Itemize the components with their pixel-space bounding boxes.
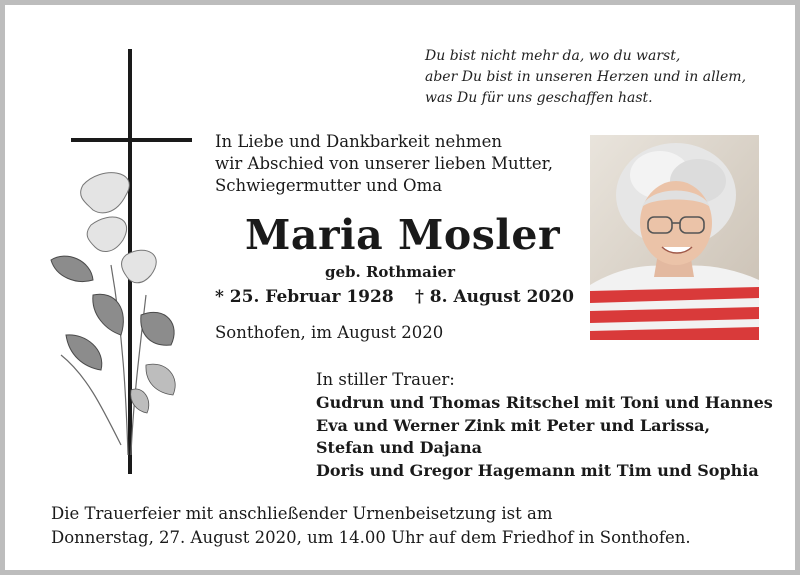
place-date: Sonthofen, im August 2020 xyxy=(215,323,444,342)
birth-name: geb. Rothmaier xyxy=(325,263,456,281)
mourner-line: Doris und Gregor Hagemann mit Tim und Sophia xyxy=(316,460,759,480)
intro-line: In Liebe und Dankbarkeit nehmen xyxy=(215,132,502,151)
mourners-label: In stiller Trauer: xyxy=(316,370,455,389)
portrait-illustration xyxy=(590,135,759,340)
quote-line: aber Du bist in unseren Herzen und in allem, xyxy=(425,69,747,85)
portrait-photo xyxy=(590,135,759,340)
mourners-list xyxy=(316,392,773,482)
quote-line: was Du für uns geschaffen hast. xyxy=(425,90,653,106)
mourner-line: Eva und Werner Zink mit Peter und Larissa, xyxy=(316,415,711,435)
memorial-quote xyxy=(425,46,746,109)
cross-bar xyxy=(71,138,192,142)
calla-lily-icon xyxy=(31,155,201,465)
deceased-name: Maria Mosler xyxy=(245,211,561,259)
funeral-info xyxy=(51,502,691,550)
mourner-line: Stefan und Dajana xyxy=(316,438,482,457)
birth-date: * 25. Februar 1928 xyxy=(215,287,394,307)
intro-line: Schwiegermutter und Oma xyxy=(215,176,443,195)
funeral-info-line: Die Trauerfeier mit anschließender Urnenbeisetzung ist am xyxy=(51,504,553,523)
death-date: † 8. August 2020 xyxy=(415,287,574,307)
mourner-line: Gudrun und Thomas Ritschel mit Toni und Hannes xyxy=(316,393,773,412)
intro-line: wir Abschied von unserer lieben Mutter, xyxy=(215,154,553,173)
quote-line: Du bist nicht mehr da, wo du warst, xyxy=(425,48,681,64)
intro-text xyxy=(215,131,553,197)
funeral-info-line: Donnerstag, 27. August 2020, um 14.00 Uhr auf dem Friedhof in Sonthofen. xyxy=(51,528,691,547)
